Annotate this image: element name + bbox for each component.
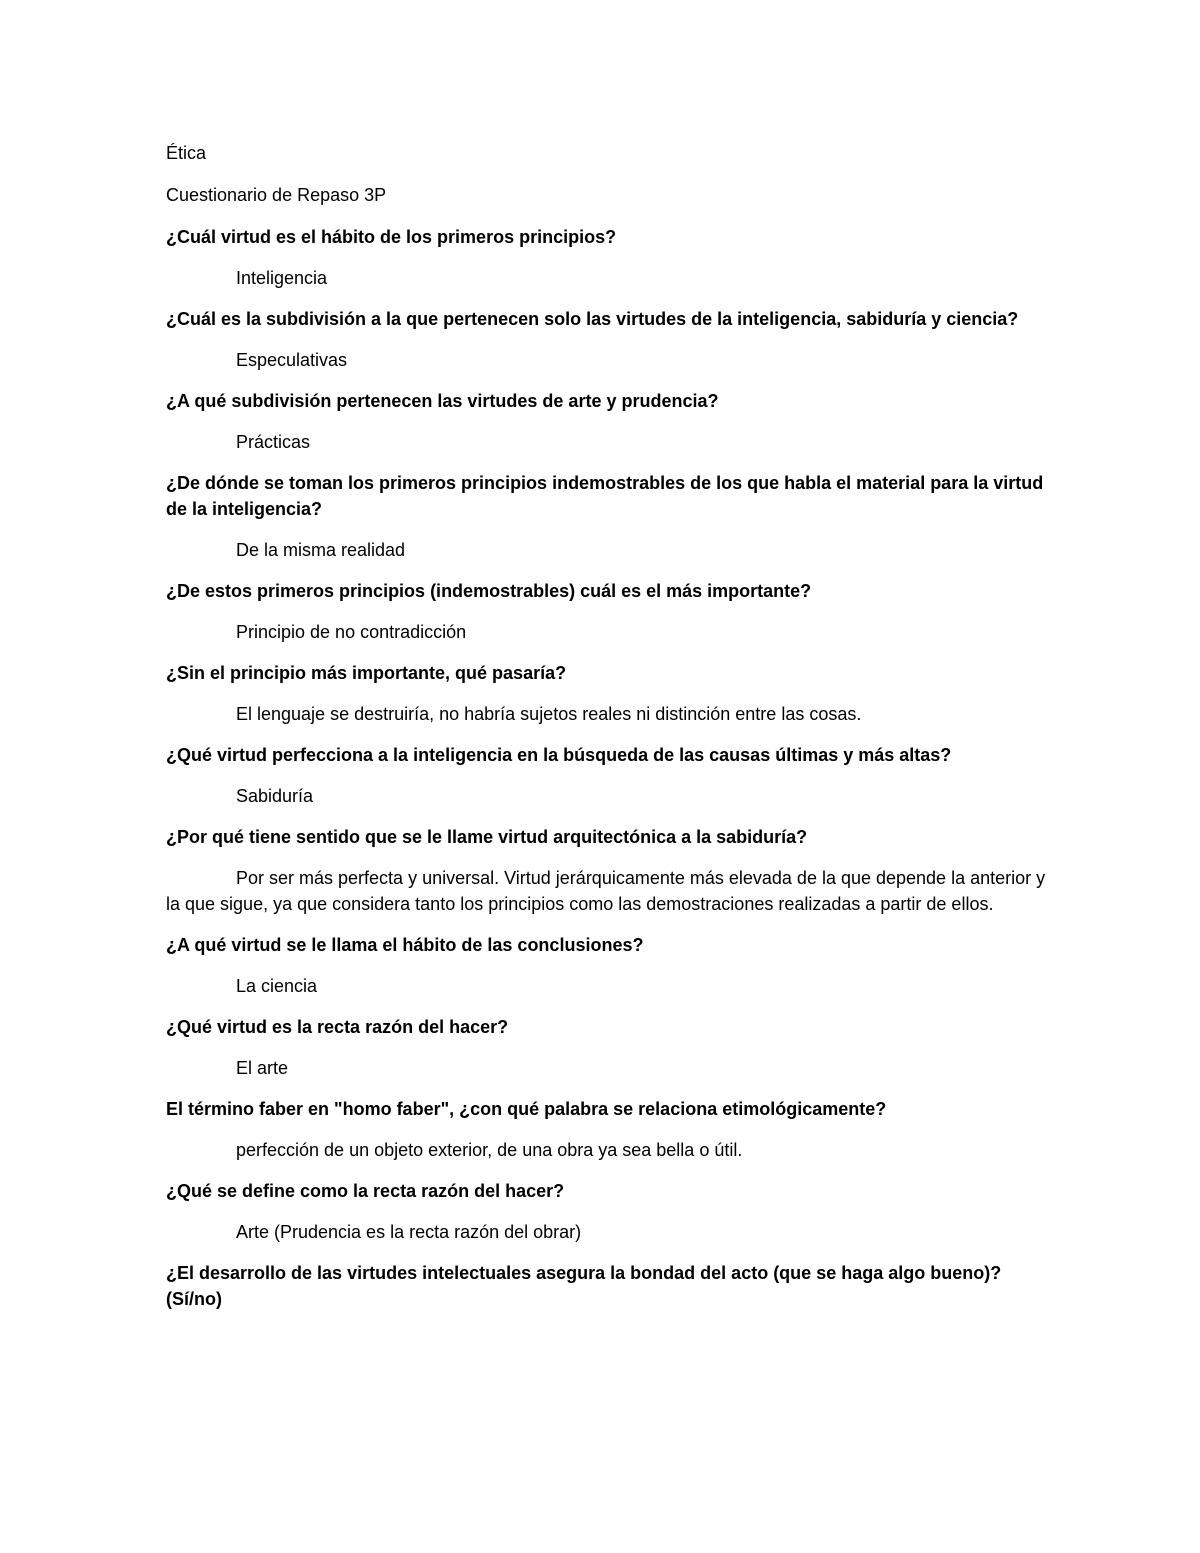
answer-10: El arte: [236, 1058, 289, 1078]
answer-12: Arte (Prudencia es la recta razón del obrar): [236, 1222, 582, 1242]
document-subtitle: Cuestionario de Repaso 3P: [166, 185, 387, 205]
document-title: Ética: [166, 143, 207, 163]
answer-4: De la misma realidad: [236, 540, 406, 560]
answer-1: Inteligencia: [236, 268, 328, 288]
question-5: ¿De estos primeros principios (indemostrables) cuál es el más importante?: [166, 581, 812, 601]
document-page: [166, 140, 1046, 1327]
answer-2: Especulativas: [236, 350, 348, 370]
question-4: ¿De dónde se toman los primeros principios indemostrables de los que habla el material para la virtud de la inteligencia?: [166, 473, 1044, 519]
question-13: ¿El desarrollo de las virtudes intelectuales asegura la bondad del acto (que se haga algo bueno)? (Sí/no): [166, 1263, 1002, 1309]
answer-7: Sabiduría: [236, 786, 314, 806]
answer-5: Principio de no contradicción: [236, 622, 467, 642]
answer-8: Por ser más perfecta y universal. Virtud jerárquicamente más elevada de la que depende la anterior y la que sigue, ya que considera tanto los principios como las demostraciones realizadas a partir de ellos.: [166, 868, 1046, 914]
question-3: ¿A qué subdivisión pertenecen las virtudes de arte y prudencia?: [166, 391, 719, 411]
question-12: ¿Qué se define como la recta razón del hacer?: [166, 1181, 565, 1201]
answer-11: perfección de un objeto exterior, de una obra ya sea bella o útil.: [236, 1140, 743, 1160]
question-8: ¿Por qué tiene sentido que se le llame virtud arquitectónica a la sabiduría?: [166, 827, 808, 847]
question-10: ¿Qué virtud es la recta razón del hacer?: [166, 1017, 509, 1037]
answer-3: Prácticas: [236, 432, 311, 452]
question-1: ¿Cuál virtud es el hábito de los primeros principios?: [166, 227, 617, 247]
question-6: ¿Sin el principio más importante, qué pasaría?: [166, 663, 567, 683]
question-2: ¿Cuál es la subdivisión a la que pertenecen solo las virtudes de la inteligencia, sabiduría y ciencia?: [166, 309, 1019, 329]
question-7: ¿Qué virtud perfecciona a la inteligencia en la búsqueda de las causas últimas y más altas?: [166, 745, 952, 765]
answer-6: El lenguaje se destruiría, no habría sujetos reales ni distinción entre las cosas.: [236, 704, 862, 724]
question-11: El término faber en "homo faber", ¿con qué palabra se relaciona etimológicamente?: [166, 1099, 887, 1119]
answer-9: La ciencia: [236, 976, 318, 996]
question-9: ¿A qué virtud se le llama el hábito de las conclusiones?: [166, 935, 644, 955]
